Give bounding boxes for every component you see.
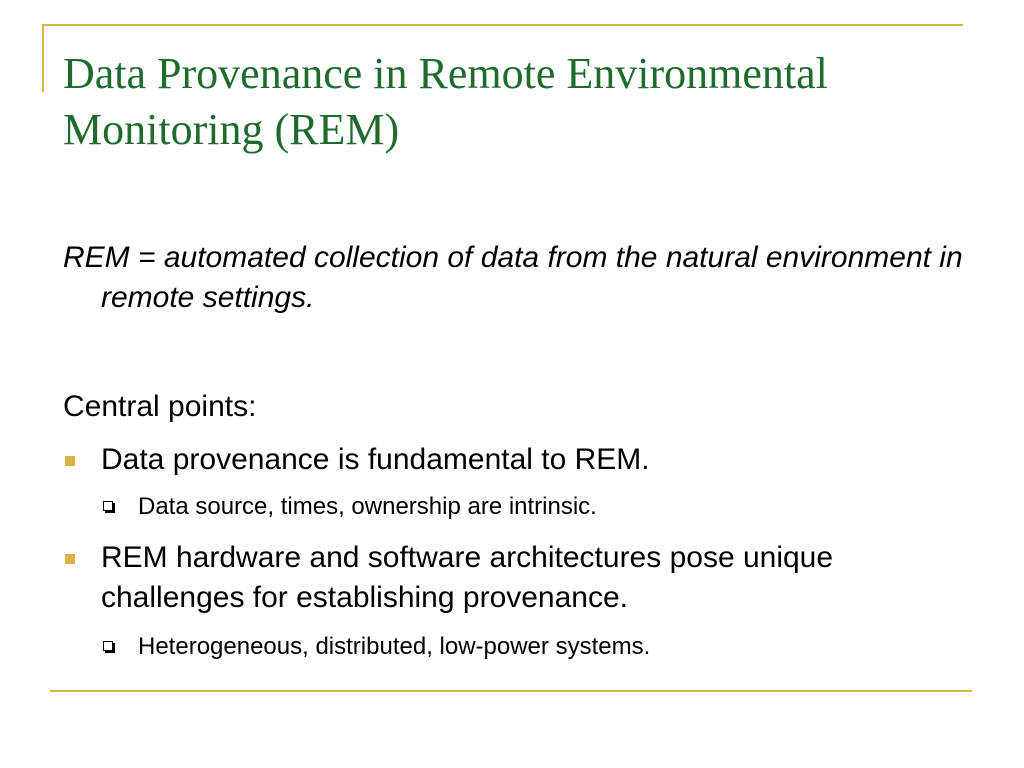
bullet-text: Data provenance is fundamental to REM. [101,443,650,476]
hollow-square-icon [103,641,113,651]
hollow-square-icon [103,501,113,511]
bullet-item-1 [101,440,981,480]
bullet-text: REM hardware and software architectures pose unique challenges for establishing provenance. [101,541,834,614]
top-rule [42,24,963,26]
central-points-label: Central points: [63,390,257,423]
slide-title: Data Provenance in Remote Environmental Monitoring (REM) [63,49,828,154]
bullet-item-2 [101,538,981,618]
filled-square-icon [65,456,75,466]
sub-bullet-text: Heterogeneous, distributed, low-power systems. [138,633,651,660]
filled-square-icon [65,554,75,564]
sub-bullet-item-2 [138,631,978,663]
left-rule [42,24,44,92]
sub-bullet-item-1 [138,491,978,523]
sub-bullet-text: Data source, times, ownership are intrinsic. [138,493,597,520]
definition-text: REM = automated collection of data from the natural environment in remote settings. [63,241,963,314]
bottom-rule [50,690,972,692]
